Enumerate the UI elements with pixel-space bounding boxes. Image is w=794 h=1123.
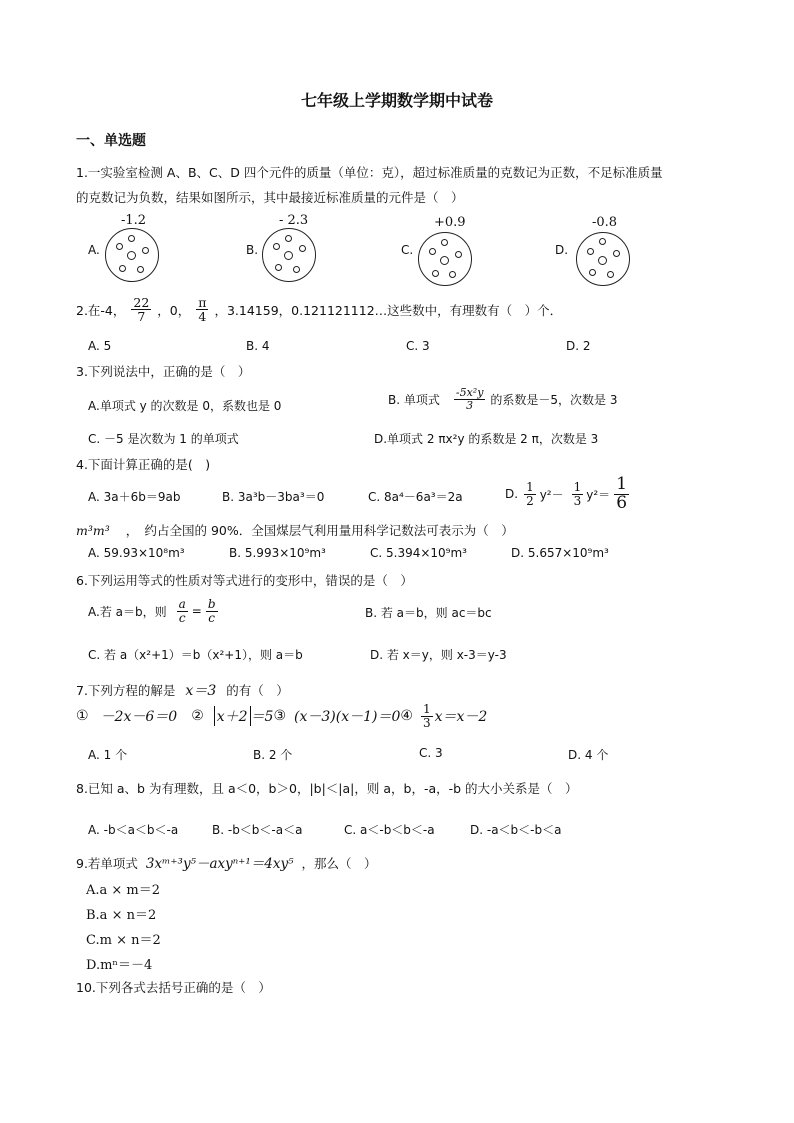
- fraction-denominator: 2: [526, 493, 534, 508]
- q9-option-a[interactable]: A.a × m＝2: [86, 883, 161, 898]
- fraction-a-over-c: [177, 598, 188, 624]
- q2-mid: ，0，: [157, 302, 191, 318]
- fraction-numerator: 1: [616, 474, 628, 494]
- q4-option-c[interactable]: C. 8a⁴－6a³＝2a: [368, 490, 463, 504]
- q1-value-a: -1.2: [121, 213, 147, 228]
- q7-option-b[interactable]: B. 2 个: [253, 748, 293, 762]
- q7-stem-prefix: 7.下列方程的解是: [76, 683, 176, 698]
- q1-stem-line1: 1.一实验室检测 A、B、C、D 四个元件的质量（单位：克），超过标准质量的克数记为正数，不足标准质量: [76, 165, 663, 180]
- fraction-numerator: 1: [422, 702, 431, 716]
- q7-stem-suffix: 的有（ ）: [226, 683, 289, 698]
- q2-option-c[interactable]: C. 3: [406, 339, 430, 353]
- q1-label-d: D.: [555, 243, 569, 257]
- q3-option-c[interactable]: C. －5 是次数为 1 的单项式: [88, 432, 239, 446]
- page-title: 七年级上学期数学期中试卷: [300, 91, 493, 110]
- equation-marker-4: ④: [400, 708, 413, 725]
- q5-stem-text: ， 约占全国的 90%．全国煤层气利用量用科学记数法可表示为（ ）: [125, 523, 514, 538]
- section-heading: 一、单选题: [76, 133, 146, 149]
- fraction-numerator: 22: [133, 295, 150, 310]
- q1-label-b: B.: [246, 243, 259, 257]
- q4-option-d-mid: y²－: [539, 487, 564, 502]
- q3-option-b-suffix: 的系数是－5，次数是 3: [490, 392, 618, 407]
- q1-stem-line2: 的克数记为负数，结果如图所示，其中最接近标准质量的元件是（ ）: [76, 190, 464, 205]
- fraction-numerator: a: [178, 597, 186, 611]
- q8-option-b[interactable]: B. -b＜b＜-a＜a: [212, 823, 303, 837]
- q6-option-c[interactable]: C. 若 a（x²+1）＝b（x²+1），则 a＝b: [88, 648, 303, 662]
- q1-value-d: -0.8: [592, 215, 618, 230]
- fraction-numerator: 1: [526, 480, 534, 495]
- q9-option-d[interactable]: D.mⁿ＝－4: [86, 958, 153, 973]
- fraction-numerator: -5x²y: [455, 386, 484, 399]
- q8-option-a[interactable]: A. -b＜a＜b＜-a: [88, 823, 179, 837]
- q6-option-a-prefix: A.若 a＝b，则: [88, 604, 167, 619]
- equation-marker-1: ①: [76, 708, 89, 725]
- q6-option-d[interactable]: D. 若 x＝y，则 x-3＝y-3: [370, 648, 507, 662]
- fraction-denominator: 4: [198, 309, 207, 325]
- fraction-one-sixth: [614, 476, 629, 513]
- fraction-denominator: 7: [137, 309, 146, 325]
- q3-option-b[interactable]: [388, 387, 618, 411]
- q3-option-b-prefix: B. 单项式: [388, 392, 440, 407]
- fraction-numerator: 1: [573, 480, 582, 495]
- fraction-denominator: 3: [422, 715, 431, 730]
- q3-option-d[interactable]: D.单项式 2 πx²y 的系数是 2 π，次数是 3: [374, 432, 599, 446]
- q7-option-a[interactable]: A. 1 个: [88, 748, 128, 762]
- component-b-diagram: [262, 228, 316, 282]
- fraction-denominator: c: [178, 610, 186, 625]
- fraction-numerator: b: [207, 597, 216, 611]
- q2-prefix: 2.在-4，: [76, 302, 126, 318]
- equation-marker-2: ②: [191, 708, 204, 725]
- q10-stem: 10.下列各式去括号正确的是（ ）: [76, 980, 271, 995]
- equation-marker-3: ③: [273, 708, 287, 725]
- equation-3: (x－3)(x－1)＝0: [294, 709, 401, 726]
- fraction-monomial: [454, 387, 486, 411]
- q6-option-a[interactable]: [88, 598, 222, 624]
- equation-2-rhs: ＝5: [250, 709, 274, 726]
- q4-option-b[interactable]: B. 3a³b－3ba³＝0: [222, 490, 325, 504]
- q2-suffix: ，3.14159，0.121121112…这些数中，有理数有（ ）个．: [214, 302, 563, 318]
- q4-option-a[interactable]: A. 3a＋6b＝9ab: [88, 490, 181, 504]
- q6-stem: 6.下列运用等式的性质对等式进行的变形中，错误的是（ ）: [76, 573, 413, 588]
- fraction-denominator: c: [208, 610, 216, 625]
- fraction-one-half: [524, 481, 536, 507]
- q7-option-d[interactable]: D. 4 个: [568, 748, 609, 762]
- q2-option-b[interactable]: B. 4: [246, 339, 270, 353]
- equation-4: x＝x－2: [434, 709, 488, 726]
- q1-label-a: A.: [88, 243, 100, 257]
- q7-stem: [76, 680, 289, 700]
- q5-option-a[interactable]: A. 59.93×10⁸m³: [88, 546, 185, 560]
- q4-option-d-post: y²＝: [586, 487, 611, 502]
- q5-option-d[interactable]: D. 5.657×10⁹m³: [511, 546, 609, 560]
- fraction-pi-4: [196, 296, 208, 323]
- fraction-denominator: 3: [573, 493, 582, 508]
- q3-option-a[interactable]: A.单项式 y 的次数是 0，系数也是 0: [88, 399, 282, 413]
- q7-option-c[interactable]: C. 3: [419, 746, 443, 760]
- q9-option-b[interactable]: B.a × n＝2: [86, 908, 157, 923]
- q2-option-d[interactable]: D. 2: [566, 339, 591, 353]
- fraction-b-over-c: [206, 598, 218, 624]
- equation-2-absolute: x＋2: [214, 706, 251, 726]
- component-c-diagram: [418, 232, 472, 286]
- q9-option-c[interactable]: C.m × n＝2: [86, 933, 161, 948]
- q9-equation: 3xᵐ⁺³y⁵－axyⁿ⁺¹＝4xy⁵: [145, 856, 294, 872]
- equation-1: －2x－6＝0: [100, 709, 178, 726]
- q1-value-b: - 2.3: [279, 213, 309, 228]
- q7-solution: x＝3: [185, 683, 217, 699]
- q5-unit: m³m³: [76, 523, 110, 538]
- fraction-denominator: 3: [466, 398, 474, 412]
- fraction-one-third: [421, 703, 433, 729]
- q1-label-c: C.: [401, 243, 414, 257]
- q8-stem: 8.已知 a、b 为有理数，且 a＜0，b＞0，|b|＜|a|，则 a，b，-a，-b 的大小关系是（ ）: [76, 781, 578, 796]
- fraction-22-7: [131, 296, 151, 323]
- equals-sign: =: [191, 604, 202, 619]
- component-d-diagram: [576, 232, 630, 286]
- q5-option-b[interactable]: B. 5.993×10⁹m³: [229, 546, 326, 560]
- q9-stem: [76, 852, 377, 872]
- q5-option-c[interactable]: C. 5.394×10⁹m³: [370, 546, 467, 560]
- q1-value-c: +0.9: [434, 215, 466, 230]
- fraction-denominator: 6: [616, 492, 628, 513]
- q4-option-d-prefix: D.: [505, 487, 519, 502]
- q7-equations: [76, 703, 487, 729]
- component-a-diagram: [105, 228, 159, 282]
- q4-option-d[interactable]: [505, 476, 633, 513]
- fraction-numerator: π: [198, 295, 207, 310]
- q9-stem-suffix: ，那么（ ）: [301, 856, 377, 871]
- q4-stem: 4.下面计算正确的是( ): [76, 457, 211, 472]
- q2-stem: [76, 296, 562, 323]
- q8-option-c[interactable]: C. a＜-b＜b＜-a: [344, 823, 435, 837]
- q5-stem: [76, 521, 514, 539]
- q9-stem-prefix: 9.若单项式: [76, 856, 138, 871]
- q2-option-a[interactable]: A. 5: [88, 339, 112, 353]
- q8-option-d[interactable]: D. -a＜b＜-b＜a: [470, 823, 562, 837]
- q3-stem: 3.下列说法中，正确的是（ ）: [76, 364, 251, 379]
- q6-option-b[interactable]: B. 若 a＝b，则 ac＝bc: [365, 606, 492, 620]
- fraction-one-third: [572, 481, 584, 507]
